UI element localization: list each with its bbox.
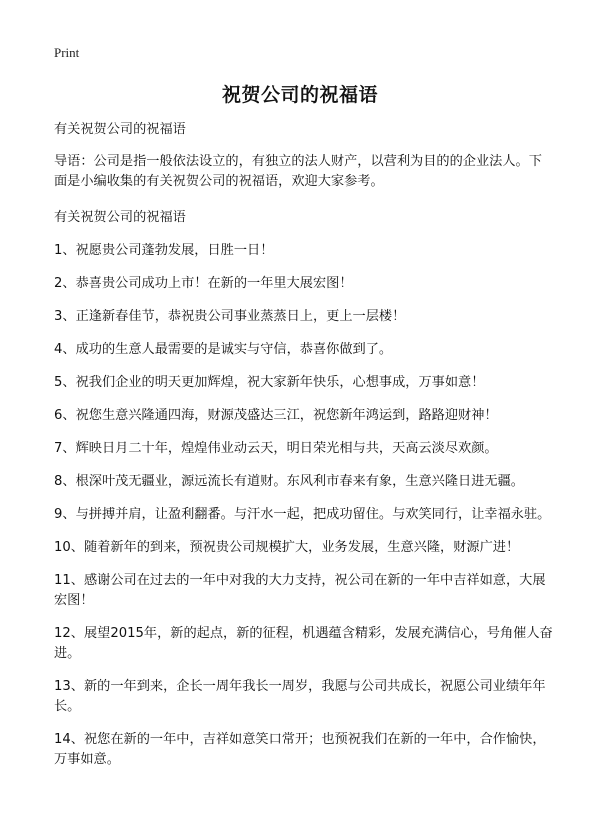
print-link[interactable]: Print	[54, 45, 80, 60]
blessing-item-7: 7、辉映日月二十年，煌煌伟业动云天，明日荣光相与共，天高云淡尽欢颜。	[54, 441, 498, 456]
document-title: 祝贺公司的祝福语	[221, 84, 378, 106]
blessing-item-13: 13、新的一年到来，企长一周年我长一周岁，我愿与公司共成长，祝愿公司业绩年年长。	[54, 679, 546, 714]
intro-paragraph: 导语：公司是指一般依法设立的，有独立的法人财产，以营利为目的的企业法人。下面是小编收集的有关祝贺公司的祝福语，欢迎大家参考。	[54, 154, 542, 189]
blessing-item-10: 10、随着新年的到来，预祝贵公司规模扩大，业务发展，生意兴隆，财源广进！	[54, 540, 520, 555]
section-heading: 有关祝贺公司的祝福语	[54, 210, 186, 225]
blessing-item-3: 3、正逢新春佳节，恭祝贵公司事业蒸蒸日上，更上一层楼！	[54, 309, 406, 324]
document-subtitle: 有关祝贺公司的祝福语	[54, 122, 186, 137]
blessing-item-2: 2、恭喜贵公司成功上市！在新的一年里大展宏图！	[54, 276, 353, 291]
document-body	[54, 120, 554, 783]
blessing-item-9: 9、与拼搏并肩，让盈利翻番。与汗水一起，把成功留住。与欢笑同行，让幸福永驻。	[54, 507, 551, 522]
blessing-item-12: 12、展望2015年，新的起点，新的征程，机遇蕴含精彩，发展充满信心，号角催人奋进。	[54, 626, 553, 661]
blessing-item-11: 11、感谢公司在过去的一年中对我的大力支持，祝公司在新的一年中吉祥如意，大展宏图！	[54, 573, 546, 608]
blessing-item-8: 8、根深叶茂无疆业，源远流长有道财。东风利市春来有象，生意兴隆日进无疆。	[54, 474, 524, 489]
blessing-list	[54, 241, 554, 770]
blessing-item-4: 4、成功的生意人最需要的是诚实与守信，恭喜你做到了。	[54, 342, 393, 357]
blessing-item-14: 14、祝您在新的一年中，吉祥如意笑口常开；也预祝我们在新的一年中，合作愉快，万事如意。	[54, 732, 546, 767]
blessing-item-1: 1、祝愿贵公司蓬勃发展，日胜一日！	[54, 243, 274, 258]
blessing-item-6: 6、祝您生意兴隆通四海，财源茂盛达三江，祝您新年鸿运到，路路迎财神！	[54, 408, 498, 423]
blessing-item-5: 5、祝我们企业的明天更加辉煌，祝大家新年快乐，心想事成，万事如意！	[54, 375, 485, 390]
